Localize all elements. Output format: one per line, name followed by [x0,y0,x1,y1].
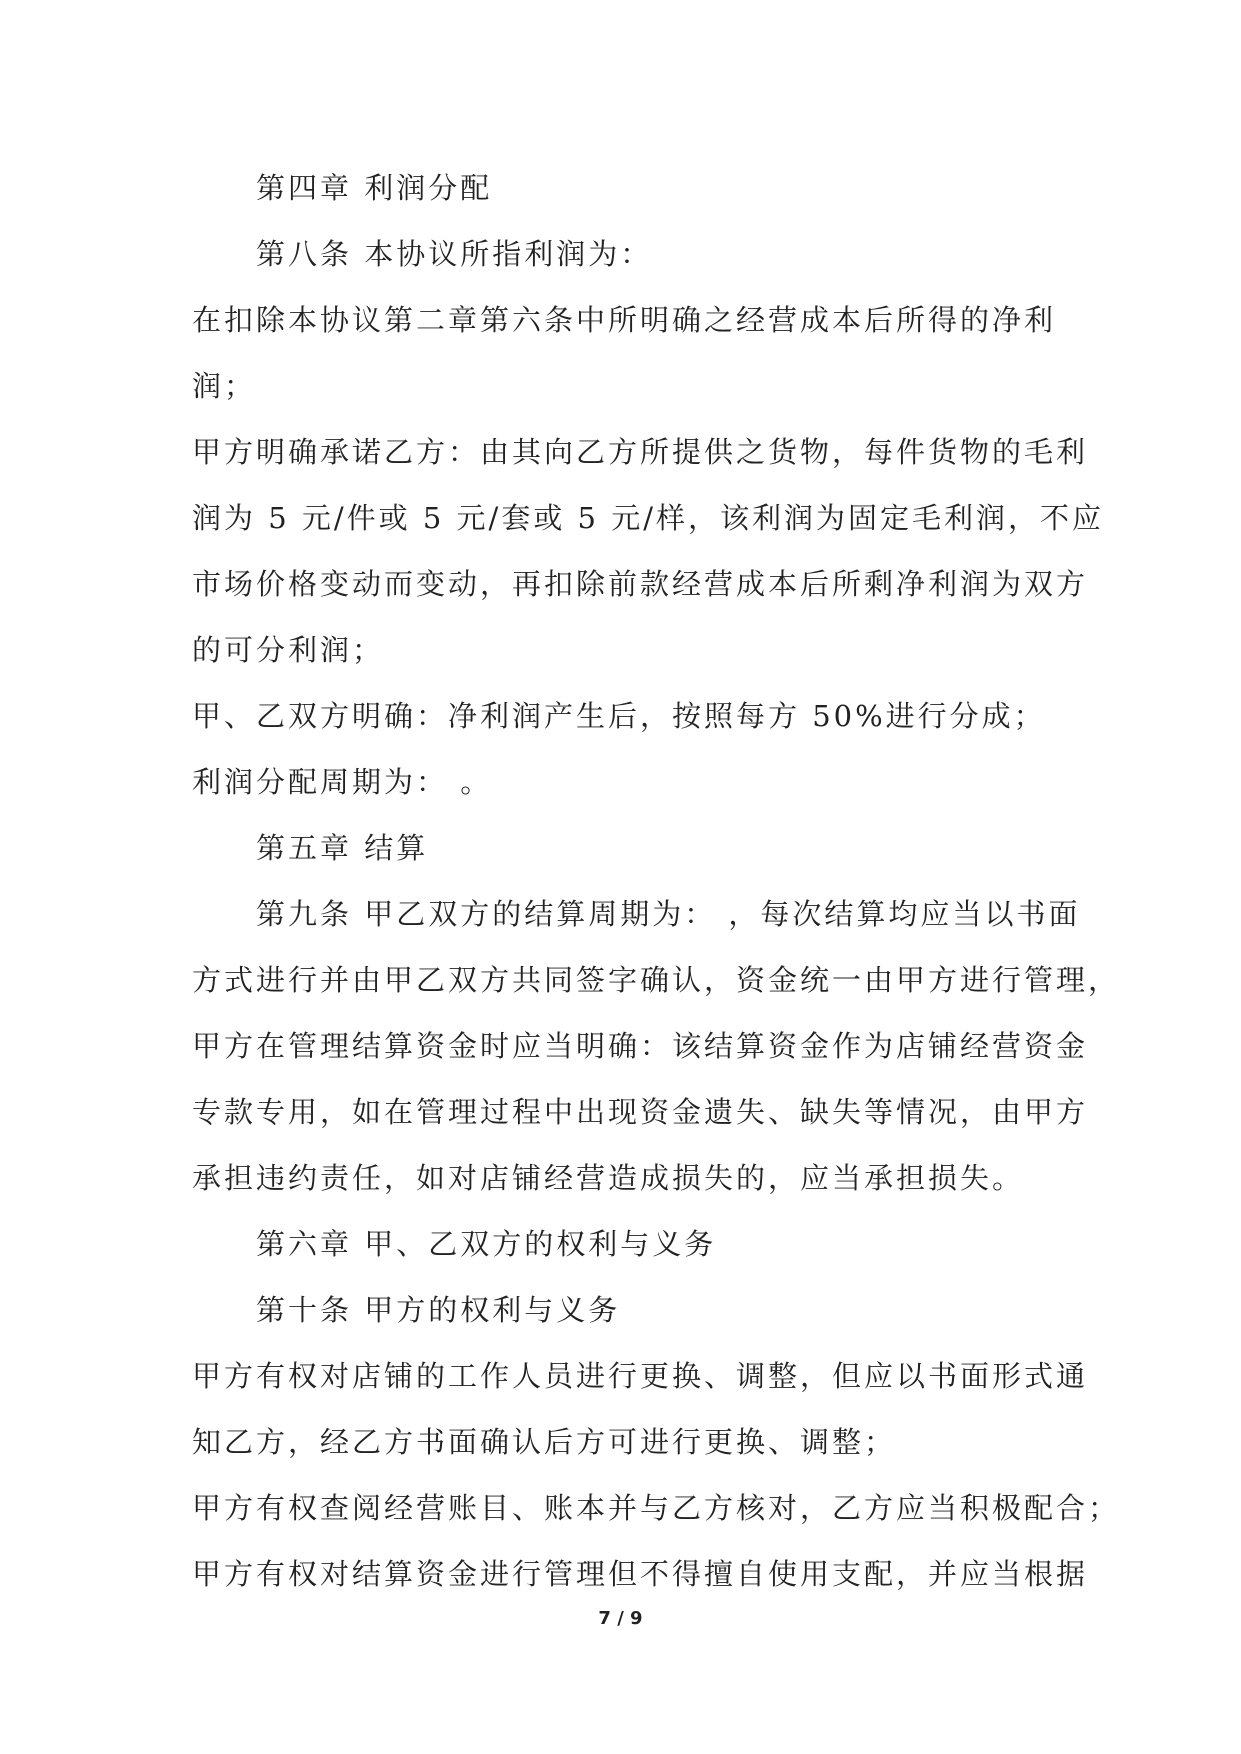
body-line: 甲方有权对店铺的工作人员进行更换、调整，但应以书面形式通 [192,1359,1089,1393]
body-line: 润； [192,369,257,403]
body-line: 甲、乙双方明确：净利润产生后，按照每方 50%进行分成； [192,699,1046,733]
body-line: 的可分利润； [192,633,385,667]
body-line: 利润分配周期为： 。 [192,765,493,799]
body-line: 知乙方，经乙方书面确认后方可进行更换、调整； [192,1425,897,1459]
body-line: 市场价格变动而变动，再扣除前款经营成本后所剩净利润为双方 [192,567,1089,601]
body-line: 方式进行并由甲乙双方共同签字确认，资金统一由甲方进行管理， [192,963,1121,997]
body-line: 甲方有权查阅经营账目、账本并与乙方核对，乙方应当积极配合； [192,1491,1121,1525]
body-line: 在扣除本协议第二章第六条中所明确之经营成本后所得的净利 [192,303,1057,337]
chapter-heading: 第六章 甲、乙双方的权利与义务 [256,1227,717,1261]
article-heading: 第十条 甲方的权利与义务 [256,1293,621,1327]
page-number: 7 / 9 [598,1608,643,1629]
article-heading: 第九条 甲乙双方的结算周期为： ，每次结算均应当以书面 [256,897,1081,931]
chapter-heading: 第五章 结算 [256,831,429,865]
chapter-heading: 第四章 利润分配 [256,171,493,205]
document-body [192,155,1121,1607]
body-line: 甲方有权对结算资金进行管理但不得擅自使用支配，并应当根据 [192,1557,1089,1591]
body-line: 甲方明确承诺乙方：由其向乙方所提供之货物，每件货物的毛利 [192,435,1089,469]
body-line: 承担违约责任，如对店铺经营造成损失的，应当承担损失。 [192,1161,1025,1195]
body-line: 润为 5 元/件或 5 元/套或 5 元/样，该利润为固定毛利润，不应 [192,501,1104,535]
article-heading: 第八条 本协议所指利润为： [256,237,653,271]
body-line: 甲方在管理结算资金时应当明确：该结算资金作为店铺经营资金 [192,1029,1089,1063]
body-line: 专款专用，如在管理过程中出现资金遗失、缺失等情况，由甲方 [192,1095,1089,1129]
